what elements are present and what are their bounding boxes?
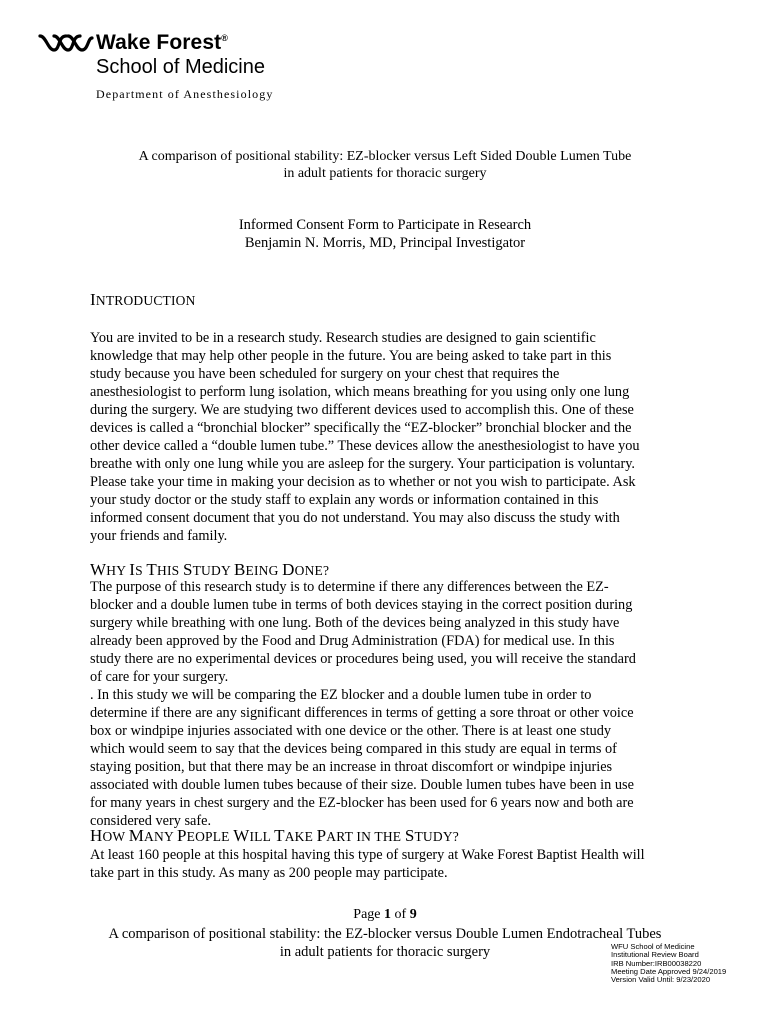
why-line: staying position, but that there may be an increase in throat discomfort or windpipe injuries: [90, 759, 613, 775]
heading-part: TUDY: [192, 563, 234, 578]
footer-title-line: A comparison of positional stability: the EZ-blocker versus Double Lumen Endotracheal Tubes: [108, 926, 662, 942]
heading-part: S: [135, 563, 147, 578]
school-name: School of Medicine: [96, 56, 265, 78]
heading-part: T: [146, 560, 157, 579]
heading-part: M: [128, 826, 145, 845]
heading-part: HIS: [157, 563, 183, 578]
heading-part: S: [182, 560, 193, 579]
intro-line: anesthesiologist to perform lung isolation, which means breathing for you using only one lung: [90, 384, 630, 400]
why-line: blocker and a double lumen tube in terms of both devices staying in the correct position during: [90, 597, 633, 613]
heading-part: HY: [106, 563, 130, 578]
section-heading-why: [90, 560, 329, 580]
study-title-line: in adult patients for thoracic surgery: [283, 166, 487, 181]
how-many-line: take part in this study. As many as 200 people may participate.: [90, 865, 448, 881]
irb-line: IRB Number:IRB00038220: [611, 958, 702, 968]
why-line: considered very safe.: [90, 813, 212, 829]
heading-part: ILL: [249, 829, 275, 844]
why-line: The purpose of this research study is to determine if there any differences between the EZ-: [90, 579, 609, 595]
heading-part: P: [176, 826, 187, 845]
heading-part: ONE?: [294, 563, 330, 578]
why-line: of care for your surgery.: [90, 669, 229, 685]
intro-line: devices is called a “bronchial blocker” specifically the “EZ-blocker” bronchial blocker and the: [90, 420, 632, 436]
heading-part: W: [233, 826, 250, 845]
heading-cap: I: [90, 290, 96, 309]
irb-line: Institutional Review Board: [611, 950, 699, 960]
why-line: box or windpipe injuries associated with one device or the other. There is at least one study: [90, 723, 612, 739]
intro-line: your friends and family.: [90, 528, 228, 544]
institution-header: [38, 30, 338, 110]
form-title: Informed Consent Form to Participate in Research: [238, 217, 532, 233]
intro-line: knowledge that may help other people in the future. You are being asked to take part in this: [90, 348, 612, 364]
intro-line: breathe with only one lung while you are asleep for the surgery. Your participation is voluntary.: [90, 456, 636, 472]
heading-part: EOPLE: [186, 829, 234, 844]
irb-line: WFU School of Medicine: [611, 942, 695, 951]
how-many-paragraph: [90, 846, 690, 882]
why-line: study there are no experimental devices or procedures being used, you will receive the standard: [90, 651, 636, 667]
why-line: . In this study we will be comparing the EZ blocker and a double lumen tube in order to: [90, 687, 592, 703]
heading-part: D: [282, 560, 295, 579]
registered-mark: ®: [221, 33, 228, 43]
intro-line: study because you have been scheduled for surgery on your chest that requires the: [90, 366, 560, 382]
footer-title-line: in adult patients for thoracic surgery: [279, 944, 491, 960]
heading-part: ANY: [144, 829, 177, 844]
why-line: for many years in chest surgery and the EZ-blocker has been used for 6 years now and both are: [90, 795, 634, 811]
heading-part: AKE: [284, 829, 317, 844]
heading-rest: NTRODUCTION: [95, 293, 196, 308]
heading-part: OW: [102, 829, 129, 844]
why-line: already been approved by the Food and Drug Administration (FDA) for medical use. In this: [90, 633, 615, 649]
why-line: surgery while breathing with one lung. Both of the devices being analyzed in this study have: [90, 615, 620, 631]
section-heading-how-many: [90, 826, 459, 846]
irb-line: Version Valid Until: 9/23/2020: [611, 975, 711, 985]
study-title: [0, 148, 770, 182]
heading-part: H: [90, 826, 103, 845]
intro-line: your study doctor or the study staff to explain any words or information contained in this: [90, 492, 599, 508]
principal-investigator: Benjamin N. Morris, MD, Principal Investigator: [244, 235, 526, 251]
department-name: Department of Anesthesiology: [96, 87, 274, 101]
heading-part: B: [233, 560, 246, 579]
brand-name: Wake Forest®: [96, 31, 228, 54]
heading-part: I: [129, 560, 136, 579]
why-paragraph: [90, 578, 690, 830]
heading-part: S: [404, 826, 415, 845]
irb-approval-stamp: [611, 943, 726, 984]
heading-part: ART IN THE: [326, 829, 405, 844]
page-total: 9: [409, 907, 417, 922]
heading-part: W: [90, 560, 107, 579]
page-number: Page 1 of 9: [353, 907, 417, 922]
introduction-paragraph: [90, 329, 690, 545]
study-title-line: A comparison of positional stability: EZ-blocker versus Left Sided Double Lumen Tube: [138, 149, 632, 164]
why-line: associated with double lumen tubes because of their size. Double lumen tubes have been in use: [90, 777, 634, 793]
heading-part: P: [316, 826, 327, 845]
intro-line: other device called a “double lumen tube.” These devices allow the anesthesiologist to have you: [90, 438, 640, 454]
intro-line: You are invited to be in a research study. Research studies are designed to gain scientific: [90, 330, 596, 346]
how-many-line: At least 160 people at this hospital having this type of surgery at Wake Forest Baptist Health will: [90, 847, 645, 863]
why-line: determine if there are any significant differences in terms of getting a sore throat or other voice: [90, 705, 634, 721]
intro-line: informed consent document that you do not understand. You may also discuss the study with: [90, 510, 620, 526]
intro-line: during the surgery. We are studying two different devices used to accomplish this. One of these: [90, 402, 634, 418]
heading-part: TUDY?: [414, 829, 459, 844]
section-heading-introduction: [90, 290, 196, 310]
why-line: which would seem to say that the devices being compared in this study are equal in terms of: [90, 741, 617, 757]
heading-part: EING: [245, 563, 283, 578]
irb-line: Meeting Date Approved 9/24/2019: [611, 966, 727, 976]
intro-line: Please take your time in making your decision as to whether or not you wish to participate. Ask: [90, 474, 636, 490]
page-current: 1: [384, 907, 392, 922]
consent-form-title: [0, 216, 770, 252]
wake-forest-w-logo-icon: [38, 32, 94, 54]
heading-part: T: [274, 826, 285, 845]
